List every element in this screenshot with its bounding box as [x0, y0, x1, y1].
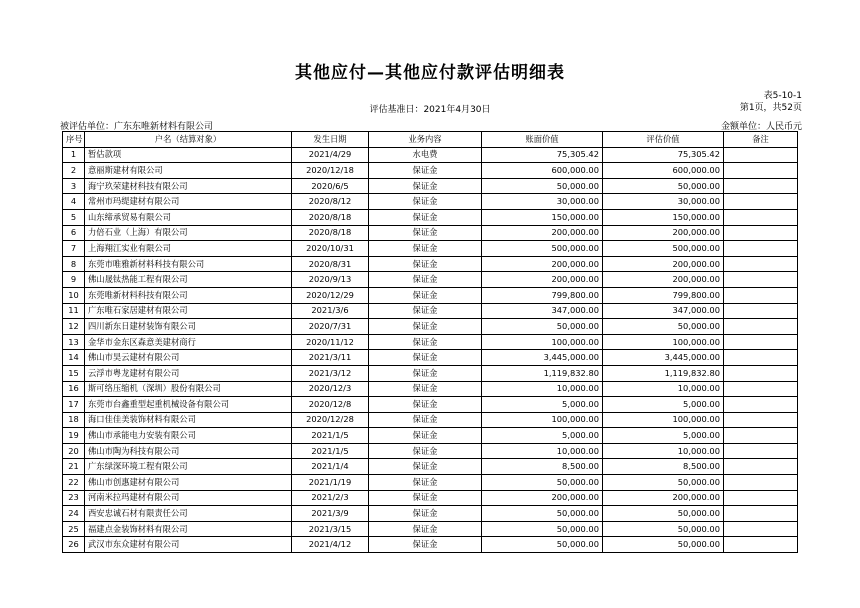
row-number: 22 — [63, 475, 85, 491]
payee-name: 西安忠诚石材有限责任公司 — [85, 506, 292, 522]
occur-date: 2020/6/5 — [292, 178, 369, 194]
remark — [724, 209, 798, 225]
business-content: 保证金 — [369, 428, 482, 444]
business-content: 保证金 — [369, 194, 482, 210]
remark — [724, 428, 798, 444]
remark — [724, 272, 798, 288]
book-value: 5,000.00 — [482, 397, 603, 413]
table-row — [63, 272, 798, 288]
remark — [724, 506, 798, 522]
remark — [724, 225, 798, 241]
eval-value: 347,000.00 — [603, 303, 724, 319]
remark — [724, 350, 798, 366]
header-name: 户名（结算对象） — [85, 132, 292, 148]
row-number: 12 — [63, 319, 85, 335]
row-number: 2 — [63, 163, 85, 179]
eval-value: 799,800.00 — [603, 287, 724, 303]
business-content: 保证金 — [369, 241, 482, 257]
row-number: 5 — [63, 209, 85, 225]
page-title: 其他应付—其他应付款评估明细表 — [295, 63, 565, 83]
payee-name: 东莞唯新材料科技有限公司 — [85, 287, 292, 303]
table-row — [63, 459, 798, 475]
table-row — [63, 397, 798, 413]
eval-value: 3,445,000.00 — [603, 350, 724, 366]
eval-value: 30,000.00 — [603, 194, 724, 210]
occur-date: 2021/3/6 — [292, 303, 369, 319]
book-value: 30,000.00 — [482, 194, 603, 210]
row-number: 18 — [63, 412, 85, 428]
book-value: 347,000.00 — [482, 303, 603, 319]
remark — [724, 537, 798, 553]
eval-value: 5,000.00 — [603, 428, 724, 444]
book-value: 75,305.42 — [482, 147, 603, 163]
eval-value: 100,000.00 — [603, 334, 724, 350]
eval-value: 75,305.42 — [603, 147, 724, 163]
eval-value: 1,119,832.80 — [603, 365, 724, 381]
payee-name: 东莞市唯雅新材料科技有限公司 — [85, 256, 292, 272]
detail-table — [62, 131, 798, 553]
remark — [724, 194, 798, 210]
book-value: 3,445,000.00 — [482, 350, 603, 366]
remark — [724, 521, 798, 537]
table-row — [63, 490, 798, 506]
book-value: 10,000.00 — [482, 381, 603, 397]
assessed-unit: 被评估单位：广东东唯新材料有限公司 — [60, 122, 214, 132]
business-content: 保证金 — [369, 287, 482, 303]
eval-value: 5,000.00 — [603, 397, 724, 413]
book-value: 10,000.00 — [482, 443, 603, 459]
remark — [724, 303, 798, 319]
business-content: 水电费 — [369, 147, 482, 163]
payee-name: 意丽斯建材有限公司 — [85, 163, 292, 179]
row-number: 9 — [63, 272, 85, 288]
row-number: 10 — [63, 287, 85, 303]
row-number: 1 — [63, 147, 85, 163]
business-content: 保证金 — [369, 443, 482, 459]
payee-name: 佛山市承能电力安装有限公司 — [85, 428, 292, 444]
remark — [724, 256, 798, 272]
business-content: 保证金 — [369, 397, 482, 413]
business-content: 保证金 — [369, 475, 482, 491]
header-book-value: 账面价值 — [482, 132, 603, 148]
form-number: 表5-10-1 — [763, 91, 802, 101]
business-content: 保证金 — [369, 459, 482, 475]
eval-value: 50,000.00 — [603, 521, 724, 537]
payee-name: 上海翔江实业有限公司 — [85, 241, 292, 257]
business-content: 保证金 — [369, 537, 482, 553]
remark — [724, 490, 798, 506]
book-value: 8,500.00 — [482, 459, 603, 475]
eval-value: 200,000.00 — [603, 225, 724, 241]
row-number: 24 — [63, 506, 85, 522]
row-number: 13 — [63, 334, 85, 350]
remark — [724, 178, 798, 194]
payee-name: 海宁玖荣建材科技有限公司 — [85, 178, 292, 194]
row-number: 7 — [63, 241, 85, 257]
book-value: 200,000.00 — [482, 225, 603, 241]
header-note: 备注 — [724, 132, 798, 148]
business-content: 保证金 — [369, 365, 482, 381]
occur-date: 2021/1/19 — [292, 475, 369, 491]
table-row — [63, 350, 798, 366]
table-row — [63, 428, 798, 444]
payee-name: 佛山市创惠建材有限公司 — [85, 475, 292, 491]
occur-date: 2021/3/11 — [292, 350, 369, 366]
occur-date: 2021/3/9 — [292, 506, 369, 522]
business-content: 保证金 — [369, 334, 482, 350]
payee-name: 佛山市昊云建材有限公司 — [85, 350, 292, 366]
payee-name: 福建点金装饰材料有限公司 — [85, 521, 292, 537]
header-no: 序号 — [63, 132, 85, 148]
table-row — [63, 303, 798, 319]
occur-date: 2021/4/29 — [292, 147, 369, 163]
header-date: 发生日期 — [292, 132, 369, 148]
business-content: 保证金 — [369, 178, 482, 194]
table-row — [63, 506, 798, 522]
payee-name: 四川新东日建材装饰有限公司 — [85, 319, 292, 335]
table-row — [63, 412, 798, 428]
book-value: 5,000.00 — [482, 428, 603, 444]
occur-date: 2021/1/4 — [292, 459, 369, 475]
eval-value: 50,000.00 — [603, 537, 724, 553]
row-number: 6 — [63, 225, 85, 241]
remark — [724, 412, 798, 428]
row-number: 23 — [63, 490, 85, 506]
occur-date: 2021/4/12 — [292, 537, 369, 553]
table-row — [63, 475, 798, 491]
eval-value: 600,000.00 — [603, 163, 724, 179]
occur-date: 2021/1/5 — [292, 428, 369, 444]
remark — [724, 334, 798, 350]
payee-name: 河南米拉玛建材有限公司 — [85, 490, 292, 506]
remark — [724, 381, 798, 397]
table-row — [63, 256, 798, 272]
remark — [724, 319, 798, 335]
eval-value: 200,000.00 — [603, 256, 724, 272]
base-date: 评估基准日：2021年4月30日 — [369, 105, 491, 115]
payee-name: 云浮市粤龙建材有限公司 — [85, 365, 292, 381]
eval-value: 100,000.00 — [603, 412, 724, 428]
occur-date: 2020/7/31 — [292, 319, 369, 335]
table-row — [63, 521, 798, 537]
book-value: 50,000.00 — [482, 475, 603, 491]
book-value: 500,000.00 — [482, 241, 603, 257]
table-row — [63, 381, 798, 397]
occur-date: 2020/8/31 — [292, 256, 369, 272]
row-number: 25 — [63, 521, 85, 537]
table-row — [63, 334, 798, 350]
row-number: 16 — [63, 381, 85, 397]
occur-date: 2021/3/15 — [292, 521, 369, 537]
book-value: 200,000.00 — [482, 490, 603, 506]
business-content: 保证金 — [369, 350, 482, 366]
table-row — [63, 147, 798, 163]
business-content: 保证金 — [369, 209, 482, 225]
business-content: 保证金 — [369, 272, 482, 288]
book-value: 50,000.00 — [482, 537, 603, 553]
remark — [724, 241, 798, 257]
table-row — [63, 241, 798, 257]
payee-name: 广东唯石家居建材有限公司 — [85, 303, 292, 319]
occur-date: 2020/8/12 — [292, 194, 369, 210]
book-value: 600,000.00 — [482, 163, 603, 179]
eval-value: 200,000.00 — [603, 490, 724, 506]
eval-value: 50,000.00 — [603, 506, 724, 522]
occur-date: 2020/12/28 — [292, 412, 369, 428]
table-header-row — [63, 132, 798, 148]
remark — [724, 287, 798, 303]
row-number: 14 — [63, 350, 85, 366]
payee-name: 金华市金东区森意美建材商行 — [85, 334, 292, 350]
occur-date: 2021/1/5 — [292, 443, 369, 459]
payee-name: 山东缔承贸易有限公司 — [85, 209, 292, 225]
currency-unit: 金额单位：人民币元 — [720, 122, 802, 132]
table-row — [63, 163, 798, 179]
table-row — [63, 209, 798, 225]
table-row — [63, 537, 798, 553]
payee-name: 东莞市台鑫重型起重机械设备有限公司 — [85, 397, 292, 413]
book-value: 50,000.00 — [482, 521, 603, 537]
row-number: 26 — [63, 537, 85, 553]
eval-value: 8,500.00 — [603, 459, 724, 475]
table-row — [63, 194, 798, 210]
page-indicator: 第1页，共52页 — [739, 103, 802, 113]
remark — [724, 163, 798, 179]
row-number: 11 — [63, 303, 85, 319]
remark — [724, 397, 798, 413]
book-value: 1,119,832.80 — [482, 365, 603, 381]
business-content: 保证金 — [369, 490, 482, 506]
book-value: 200,000.00 — [482, 256, 603, 272]
business-content: 保证金 — [369, 256, 482, 272]
book-value: 799,800.00 — [482, 287, 603, 303]
book-value: 150,000.00 — [482, 209, 603, 225]
row-number: 19 — [63, 428, 85, 444]
business-content: 保证金 — [369, 381, 482, 397]
header-eval-value: 评估价值 — [603, 132, 724, 148]
book-value: 200,000.00 — [482, 272, 603, 288]
occur-date: 2020/12/29 — [292, 287, 369, 303]
eval-value: 200,000.00 — [603, 272, 724, 288]
header-content: 业务内容 — [369, 132, 482, 148]
table-row — [63, 287, 798, 303]
row-number: 4 — [63, 194, 85, 210]
payee-name: 佛山市陶为科技有限公司 — [85, 443, 292, 459]
eval-value: 500,000.00 — [603, 241, 724, 257]
payee-name: 暂估款项 — [85, 147, 292, 163]
occur-date: 2020/8/18 — [292, 225, 369, 241]
eval-value: 10,000.00 — [603, 443, 724, 459]
eval-value: 10,000.00 — [603, 381, 724, 397]
row-number: 3 — [63, 178, 85, 194]
remark — [724, 443, 798, 459]
occur-date: 2021/2/3 — [292, 490, 369, 506]
business-content: 保证金 — [369, 319, 482, 335]
row-number: 15 — [63, 365, 85, 381]
occur-date: 2020/10/31 — [292, 241, 369, 257]
table-row — [63, 319, 798, 335]
occur-date: 2020/8/18 — [292, 209, 369, 225]
row-number: 17 — [63, 397, 85, 413]
row-number: 20 — [63, 443, 85, 459]
business-content: 保证金 — [369, 521, 482, 537]
book-value: 50,000.00 — [482, 178, 603, 194]
business-content: 保证金 — [369, 303, 482, 319]
payee-name: 力倍石业（上海）有限公司 — [85, 225, 292, 241]
table-row — [63, 365, 798, 381]
business-content: 保证金 — [369, 163, 482, 179]
occur-date: 2020/12/3 — [292, 381, 369, 397]
remark — [724, 365, 798, 381]
payee-name: 广东绿深环境工程有限公司 — [85, 459, 292, 475]
occur-date: 2021/3/12 — [292, 365, 369, 381]
eval-value: 50,000.00 — [603, 319, 724, 335]
book-value: 100,000.00 — [482, 334, 603, 350]
row-number: 21 — [63, 459, 85, 475]
payee-name: 海口佳佳美装饰材料有限公司 — [85, 412, 292, 428]
row-number: 8 — [63, 256, 85, 272]
table-row — [63, 225, 798, 241]
book-value: 100,000.00 — [482, 412, 603, 428]
remark — [724, 475, 798, 491]
payee-name: 斯可络压缩机（深圳）股份有限公司 — [85, 381, 292, 397]
business-content: 保证金 — [369, 225, 482, 241]
table-row — [63, 178, 798, 194]
occur-date: 2020/9/13 — [292, 272, 369, 288]
remark — [724, 147, 798, 163]
eval-value: 150,000.00 — [603, 209, 724, 225]
business-content: 保证金 — [369, 412, 482, 428]
business-content: 保证金 — [369, 506, 482, 522]
book-value: 50,000.00 — [482, 319, 603, 335]
occur-date: 2020/12/8 — [292, 397, 369, 413]
book-value: 50,000.00 — [482, 506, 603, 522]
eval-value: 50,000.00 — [603, 178, 724, 194]
payee-name: 佛山晟钛热能工程有限公司 — [85, 272, 292, 288]
table-row — [63, 443, 798, 459]
occur-date: 2020/11/12 — [292, 334, 369, 350]
occur-date: 2020/12/18 — [292, 163, 369, 179]
eval-value: 50,000.00 — [603, 475, 724, 491]
payee-name: 常州市玛缇建材有限公司 — [85, 194, 292, 210]
remark — [724, 459, 798, 475]
payee-name: 武汉市东众建材有限公司 — [85, 537, 292, 553]
